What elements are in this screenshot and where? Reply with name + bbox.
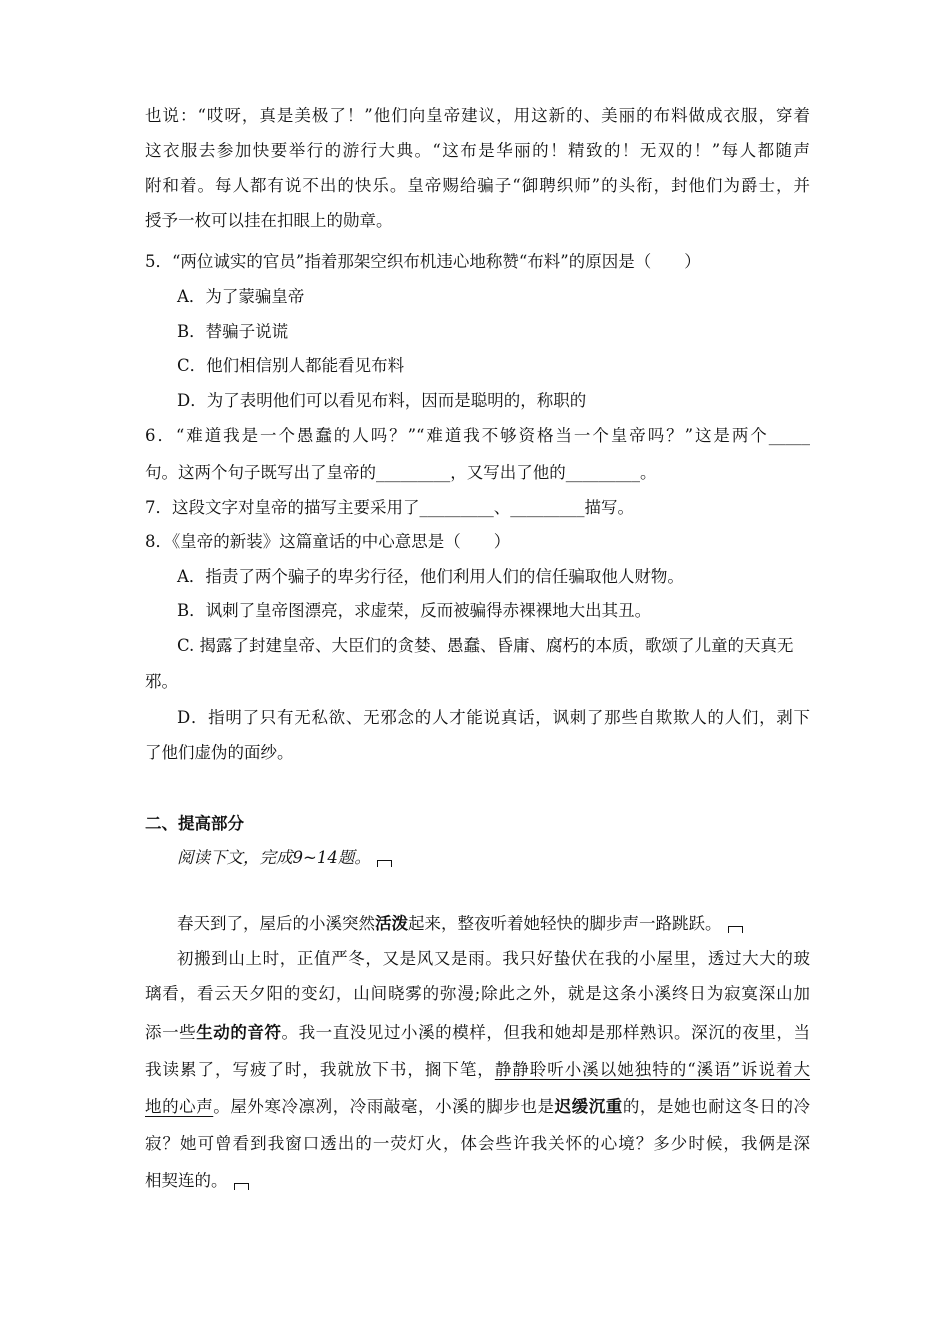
anchor-mark-icon — [728, 926, 743, 933]
question-5-option-d: D．为了表明他们可以看见布料，因而是聪明的，称职的 — [177, 391, 587, 410]
passage-p2-line-3: 添一些生动的音符。我一直没见过小溪的模样，但我和她却是那样熟识。深沉的夜里，当 — [145, 1023, 811, 1042]
question-5-option-a: A．为了蒙骗皇帝 — [177, 287, 305, 306]
question-8-option-a: A．指责了两个骗子的卑劣行径，他们利用人们的信任骗取他人财物。 — [177, 567, 684, 586]
question-6-line-2: 句。这两个句子既写出了皇帝的_________，又写出了他的_________。 — [145, 463, 657, 482]
question-7: 7．这段文字对皇帝的描写主要采用了_________、_________描写。 — [145, 498, 634, 517]
story-line-2: 这衣服去参加快要举行的游行大典。“这布是华丽的！精致的！无双的！”每人都随声 — [145, 141, 810, 160]
story-line-1: 也说：“哎呀，真是美极了！”他们向皇帝建议，用这新的、美丽的布料做成衣服，穿着 — [145, 106, 810, 125]
section-heading: 二、提高部分 — [145, 814, 244, 833]
anchor-mark-icon — [234, 1183, 249, 1190]
question-8-option-c-line-2: 邪。 — [145, 672, 178, 691]
underlined-sentence-part-2: 地的心声 — [145, 1097, 214, 1116]
story-line-3: 附和着。每人都有说不出的快乐。皇帝赐给骗子“御聘织师”的头衔，封他们为爵士，并 — [145, 176, 810, 195]
passage-p2-line-2: 璃看，看云天夕阳的变幻，山间晓雾的弥漫;除此之外，就是这条小溪终日为寂寞深山加 — [145, 984, 810, 1003]
passage-p2-line-1: 初搬到山上时，正值严冬，又是风又是雨。我只好蛰伏在我的小屋里，透过大大的玻 — [177, 949, 810, 968]
bold-word-lively: 活泼 — [375, 914, 408, 933]
underlined-sentence-part-1: 静静聆听小溪以她独特的“溪语”诉说着大 — [494, 1060, 811, 1079]
question-8-option-c-line-1: C. 揭露了封建皇帝、大臣们的贪婪、愚蠢、昏庸、腐朽的本质，歌颂了儿童的天真无 — [177, 636, 794, 655]
bold-phrase-notes: 生动的音符 — [196, 1023, 282, 1042]
question-5-option-b: B．替骗子说谎 — [177, 322, 289, 341]
question-8-option-b: B．讽刺了皇帝图漂亮，求虚荣，反而被骗得赤裸裸地大出其丑。 — [177, 601, 652, 620]
question-8-option-d-line-2: 了他们虚伪的面纱。 — [145, 743, 294, 762]
passage-p2-line-4: 我读累了，写疲了时，我就放下书，搁下笔，静静聆听小溪以她独特的“溪语”诉说着大 — [145, 1060, 811, 1079]
passage-p2-line-5: 地的心声。屋外寒冷凛冽，冷雨敲毫，小溪的脚步也是迟缓沉重的，是她也耐这冬日的冷 — [145, 1097, 811, 1116]
question-6-line-1: 6．“难道我是一个愚蠢的人吗？”“难道我不够资格当一个皇帝吗？”这是两个_____ — [145, 426, 810, 445]
story-line-4: 授予一枚可以挂在扣眼上的勋章。 — [145, 211, 393, 230]
question-8-stem: 8．《皇帝的新装》这篇童话的中心意思是（ ） — [145, 532, 511, 551]
question-5-option-c: C．他们相信别人都能看见布料 — [177, 356, 405, 375]
passage-paragraph-1: 春天到了，屋后的小溪突然活泼起来，整夜听着她轻快的脚步声一路跳跃。 — [177, 912, 842, 936]
question-5-stem: 5．“两位诚实的官员”指着那架空织布机违心地称赞“布料”的原因是（ ） — [145, 252, 701, 271]
bold-phrase-slow-heavy: 迟缓沉重 — [554, 1097, 623, 1116]
reading-instruction: 阅读下文，完成9~14题。 — [177, 846, 842, 870]
question-8-option-d-line-1: D．指明了只有无私欲、无邪念的人才能说真话，讽刺了那些自欺欺人的人们，剥下 — [177, 708, 810, 727]
passage-p2-line-7: 相契连的。 — [145, 1169, 810, 1193]
anchor-mark-icon — [377, 860, 392, 867]
passage-p2-line-6: 寂？她可曾看到我窗口透出的一荧灯火，体会些许我关怀的心境？多少时候，我俩是深 — [145, 1134, 810, 1153]
